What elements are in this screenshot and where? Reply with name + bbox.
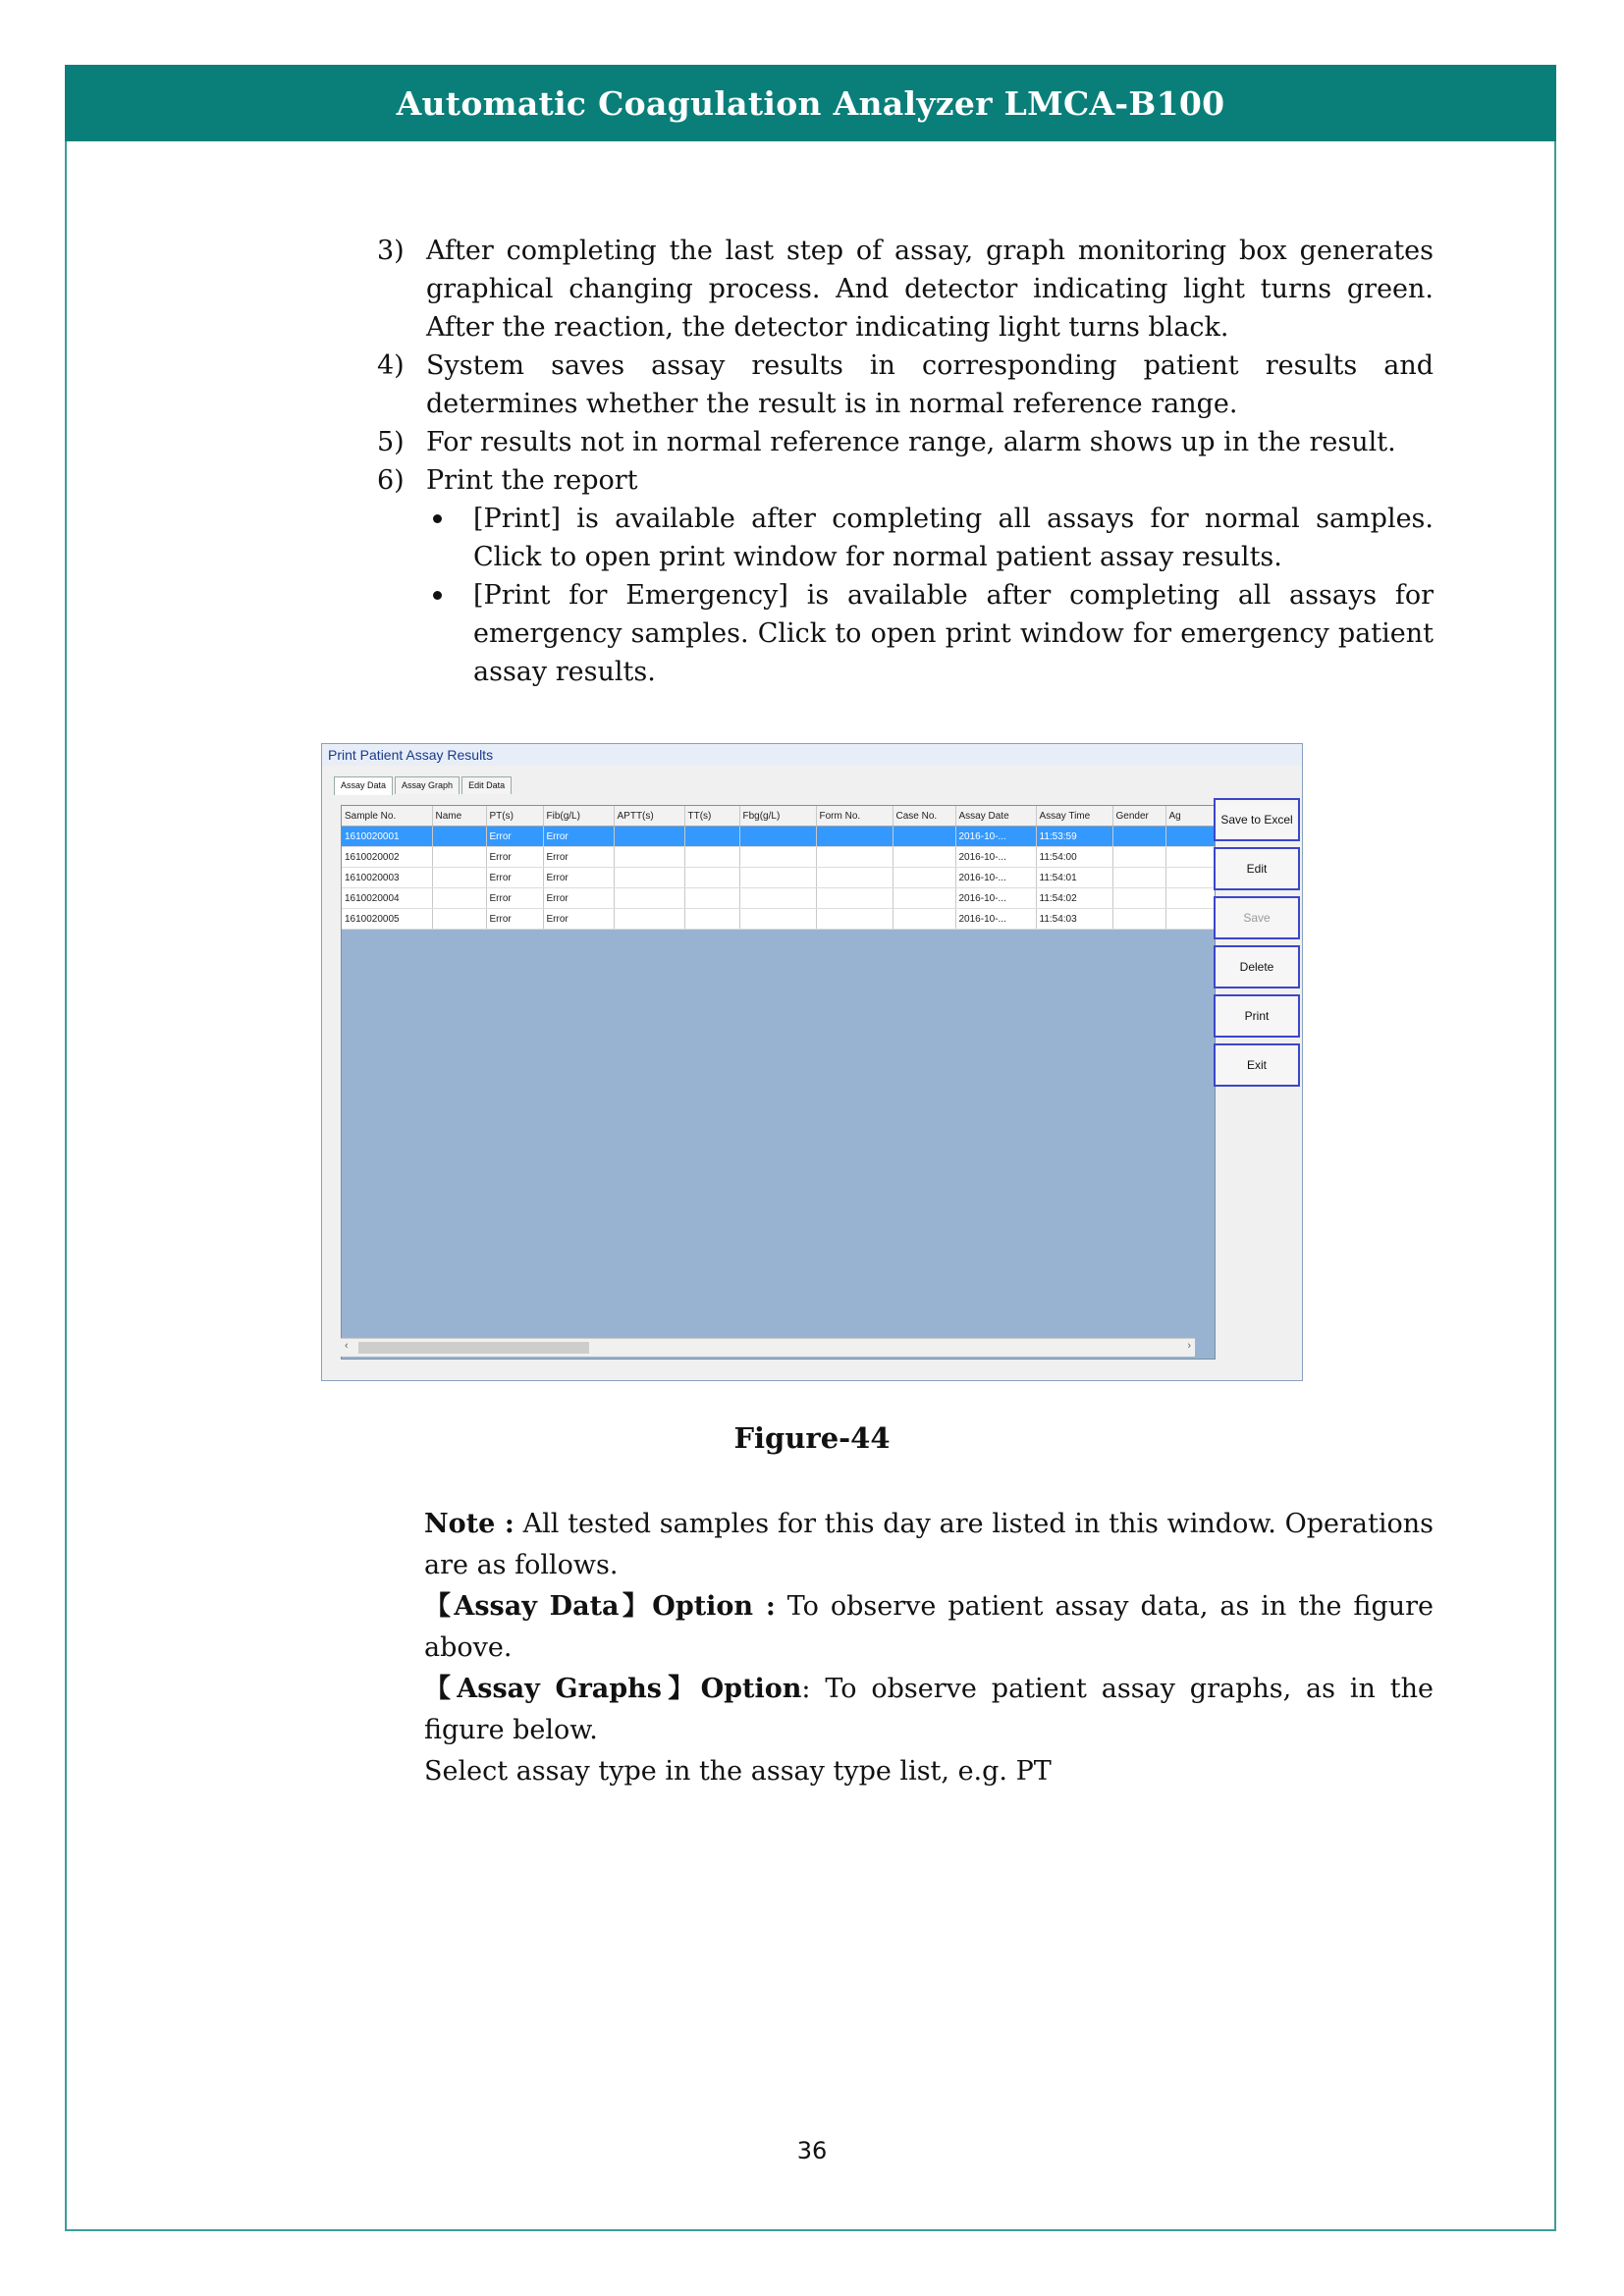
table-cell [1112,847,1165,868]
exit-button[interactable]: Exit [1214,1043,1300,1087]
table-cell [614,888,684,909]
column-header[interactable]: Case No. [893,806,955,827]
table-cell [432,888,486,909]
table-cell [1112,909,1165,930]
table-row[interactable] [342,888,1216,909]
column-header[interactable]: APTT(s) [614,806,684,827]
table-cell [684,827,739,847]
table-cell [614,909,684,930]
table-cell: 2016-10-... [955,888,1036,909]
table-cell: Error [543,868,614,888]
results-grid[interactable] [341,805,1216,1360]
table-cell [816,868,893,888]
table-cell [1112,827,1165,847]
bullet-dot-icon [426,576,473,691]
delete-button[interactable]: Delete [1214,945,1300,988]
table-cell: 2016-10-... [955,847,1036,868]
notes-section [424,1504,1434,1792]
steps-list [377,232,1434,691]
table-header-row [342,806,1216,827]
column-header[interactable]: Fib(g/L) [543,806,614,827]
table-cell: 11:54:01 [1036,868,1112,888]
step-3: 3) After completing the last step of assay, graph monitoring box generates graphical changing process. And detector indicating light turns green. After the reaction, the detector indicating light turns black. [377,236,1434,343]
table-cell [1165,909,1216,930]
table-cell: 1610020003 [342,868,432,888]
tab-bar [334,776,514,794]
table-cell [893,827,955,847]
table-cell [739,868,816,888]
print-button[interactable]: Print [1214,994,1300,1038]
assay-graphs-text: : To observe patient assay graphs, as in the figure below. [424,1674,1435,1745]
table-cell: Error [486,888,543,909]
page-number: 36 [796,2137,828,2164]
header-title: Automatic Coagulation Analyzer LMCA-B100 [396,83,1225,123]
table-cell [432,847,486,868]
column-header[interactable]: PT(s) [486,806,543,827]
horizontal-scrollbar[interactable] [341,1338,1195,1357]
step-6: 6) Print the report [377,465,638,496]
column-header[interactable]: Sample No. [342,806,432,827]
note-paragraph [424,1504,1434,1586]
table-cell [432,827,486,847]
figure-caption: Figure-44 [733,1421,891,1455]
table-cell: Error [543,827,614,847]
table-cell [1112,888,1165,909]
table-cell: Error [486,847,543,868]
table-cell [739,888,816,909]
table-body [342,827,1216,930]
table-cell [1165,868,1216,888]
results-table [342,806,1216,930]
table-cell [816,827,893,847]
window-title: Print Patient Assay Results [322,744,1302,766]
assay-graphs-paragraph [424,1669,1434,1751]
column-header[interactable]: Gender [1112,806,1165,827]
table-cell [739,909,816,930]
table-cell: 2016-10-... [955,909,1036,930]
table-cell [1165,827,1216,847]
table-cell: 11:53:59 [1036,827,1112,847]
table-cell [816,909,893,930]
table-cell: 2016-10-... [955,827,1036,847]
table-cell [816,888,893,909]
column-header[interactable]: Ag [1165,806,1216,827]
page-header [65,65,1556,141]
step-4: 4) System saves assay results in corresponding patient results and determines whether the result is in normal reference range. [377,350,1434,419]
note-label: Note : [424,1509,514,1539]
table-cell: Error [543,888,614,909]
table-cell: 11:54:03 [1036,909,1112,930]
column-header[interactable]: Fbg(g/L) [739,806,816,827]
column-header[interactable]: Assay Time [1036,806,1112,827]
table-cell: Error [543,847,614,868]
save-to-excel-button[interactable]: Save to Excel [1214,798,1300,841]
table-row[interactable] [342,868,1216,888]
assay-data-paragraph [424,1586,1434,1669]
table-cell [684,909,739,930]
assay-graphs-label: 【Assay Graphs】Option [424,1674,802,1704]
print-results-window [321,743,1303,1381]
table-cell: 2016-10-... [955,868,1036,888]
bullet-print-emergency: [Print for Emergency] is available after completing all assays for emergency samples. Click to open print window for emergency patient assay results. [426,576,1434,691]
table-cell [1112,868,1165,888]
column-header[interactable]: Assay Date [955,806,1036,827]
save-button[interactable]: Save [1214,896,1300,939]
tab-assay-graph[interactable]: Assay Graph [395,776,460,794]
table-cell [893,909,955,930]
assay-data-text: To observe patient assay data, as in the figure above. [424,1591,1434,1663]
table-cell [684,847,739,868]
table-cell [614,847,684,868]
table-cell: 11:54:02 [1036,888,1112,909]
assay-data-label: 【Assay Data】Option : [424,1591,776,1622]
table-row[interactable] [342,909,1216,930]
table-cell [684,868,739,888]
table-cell: 1610020004 [342,888,432,909]
table-cell [1165,888,1216,909]
table-row[interactable] [342,847,1216,868]
edit-button[interactable]: Edit [1214,847,1300,890]
step-5: 5) For results not in normal reference range, alarm shows up in the result. [377,427,1396,457]
table-cell: Error [486,827,543,847]
scroll-right-icon[interactable]: › [1187,1340,1191,1352]
bullet-dot-icon [426,500,473,576]
table-cell: 11:54:00 [1036,847,1112,868]
table-cell [432,909,486,930]
table-cell: 1610020001 [342,827,432,847]
table-cell: 1610020005 [342,909,432,930]
note-text: All tested samples for this day are listed in this window. Operations are as follows. [424,1509,1434,1580]
scroll-thumb[interactable] [358,1342,589,1354]
table-cell: Error [486,868,543,888]
column-header[interactable]: Form No. [816,806,893,827]
table-cell [739,847,816,868]
select-paragraph: Select assay type in the assay type list, e.g. PT [424,1756,1052,1787]
table-cell: 1610020002 [342,847,432,868]
table-cell [739,827,816,847]
table-row[interactable] [342,827,1216,847]
tab-edit-data[interactable]: Edit Data [461,776,512,794]
table-cell [614,827,684,847]
column-header[interactable]: Name [432,806,486,827]
table-cell [893,888,955,909]
table-cell [1165,847,1216,868]
scroll-left-icon[interactable]: ‹ [345,1340,349,1352]
table-cell [432,868,486,888]
bullet-print: [Print] is available after completing all assays for normal samples. Click to open print window for normal patient assay results. [426,500,1434,576]
table-cell: Error [486,909,543,930]
table-cell [893,847,955,868]
table-cell [684,888,739,909]
table-cell [893,868,955,888]
table-cell [614,868,684,888]
tab-assay-data[interactable]: Assay Data [334,776,393,795]
table-cell [816,847,893,868]
table-cell: Error [543,909,614,930]
column-header[interactable]: TT(s) [684,806,739,827]
